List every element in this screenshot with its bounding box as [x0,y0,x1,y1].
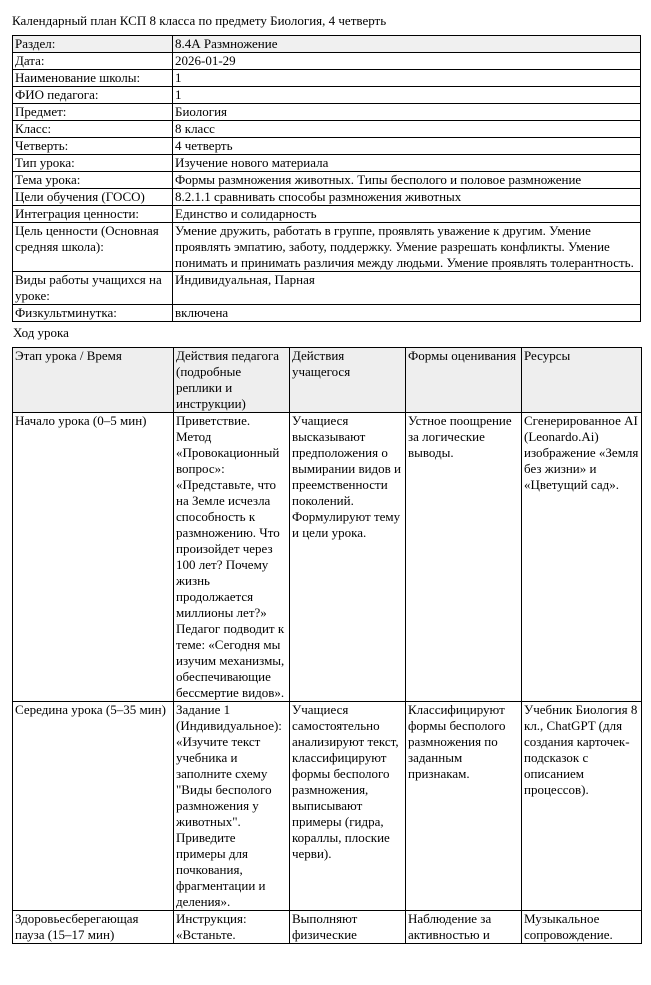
info-label: Наименование школы: [13,70,173,87]
info-row [13,121,641,138]
lesson-cell-stage: Начало урока (0–5 мин) [13,413,174,702]
info-value: Индивидуальная, Парная [173,272,641,305]
info-row [13,53,641,70]
info-value: 4 четверть [173,138,641,155]
lesson-cell-teacher: Инструкция: «Встаньте. [174,911,290,944]
lesson-row [13,702,642,911]
info-row [13,206,641,223]
info-value: Единство и солидарность [173,206,641,223]
info-value: 1 [173,87,641,104]
lesson-cell-stage: Здоровьесберегающая пауза (15–17 мин) [13,911,174,944]
lesson-cell-assessment: Устное поощрение за логические выводы. [406,413,522,702]
info-table [12,35,641,322]
lesson-cell-student: Учащиеся самостоятельно анализируют текст, классифицируют формы бесполого размножения, выписывают примеры (гидра, кораллы, плоские черви). [290,702,406,911]
info-row [13,70,641,87]
info-row [13,223,641,272]
info-label: Тип урока: [13,155,173,172]
column-header: Действия педагога (подробные реплики и инструкции) [174,348,290,413]
lesson-cell-assessment: Наблюдение за активностью и [406,911,522,944]
info-row [13,305,641,322]
column-header: Этап урока / Время [13,348,174,413]
info-value: 8.2.1.1 сравнивать способы размножения животных [173,189,641,206]
info-value: 1 [173,70,641,87]
column-header: Формы оценивания [406,348,522,413]
info-row [13,155,641,172]
info-row [13,189,641,206]
info-label: Класс: [13,121,173,138]
info-value: Умение дружить, работать в группе, проявлять уважение к другим. Умение проявлять эмпатию, заботу, поддержку. Умение разрешать конфликты. Умение понимать и принимать различия между людьми. Умение проявлять толерантность. [173,223,641,272]
info-label: Предмет: [13,104,173,121]
document-title: Календарный план КСП 8 класса по предмету Биология, 4 четверть [12,13,387,28]
lesson-table [12,347,642,944]
info-label: Виды работы учащихся на уроке: [13,272,173,305]
lesson-row [13,413,642,702]
lesson-cell-resources: Сгенерированное AI (Leonardo.Ai) изображение «Земля без жизни» и «Цветущий сад». [522,413,642,702]
lesson-cell-teacher: Приветствие. Метод «Провокационный вопрос»: «Представьте, что на Земле исчезла способность к размножению. Что произойдет через 100 лет? Почему жизнь продолжается миллионы лет?» Педагог подводит к теме: «Сегодня мы изучим механизмы, обеспечивающие бессмертие видов». [174,413,290,702]
info-value: 8.4А Размножение [173,36,641,53]
lesson-cell-resources: Учебник Биология 8 кл., ChatGPT (для создания карточек-подсказок с описанием процессов). [522,702,642,911]
info-label: Цель ценности (Основная средняя школа): [13,223,173,272]
column-header: Действия учащегося [290,348,406,413]
info-value: 2026-01-29 [173,53,641,70]
info-row [13,138,641,155]
info-row [13,272,641,305]
info-row [13,87,641,104]
lesson-cell-assessment: Классифицируют формы бесполого размножения по заданным признакам. [406,702,522,911]
lesson-row [13,911,642,944]
lesson-cell-student: Выполняют физические [290,911,406,944]
info-value: Изучение нового материала [173,155,641,172]
lesson-cell-stage: Середина урока (5–35 мин) [13,702,174,911]
lesson-cell-student: Учащиеся высказывают предположения о вымирании видов и преемственности поколений. Формулируют тему и цели урока. [290,413,406,702]
lesson-cell-teacher: Задание 1 (Индивидуальное): «Изучите текст учебника и заполните схему "Виды бесполого размножения у животных". Приведите примеры для почкования, фрагментации и деления». [174,702,290,911]
info-row [13,104,641,121]
column-header: Ресурсы [522,348,642,413]
lesson-heading: Ход урока [13,325,69,340]
info-label: Дата: [13,53,173,70]
info-value: включена [173,305,641,322]
info-value: Формы размножения животных. Типы бесполого и половое размножение [173,172,641,189]
info-row [13,36,641,53]
info-label: Интеграция ценности: [13,206,173,223]
info-value: Биология [173,104,641,121]
info-label: Цели обучения (ГОСО) [13,189,173,206]
lesson-cell-resources: Музыкальное сопровождение. [522,911,642,944]
info-label: Четверть: [13,138,173,155]
info-row [13,172,641,189]
info-label: Тема урока: [13,172,173,189]
info-label: Физкультминутка: [13,305,173,322]
info-value: 8 класс [173,121,641,138]
info-label: ФИО педагога: [13,87,173,104]
info-label: Раздел: [13,36,173,53]
